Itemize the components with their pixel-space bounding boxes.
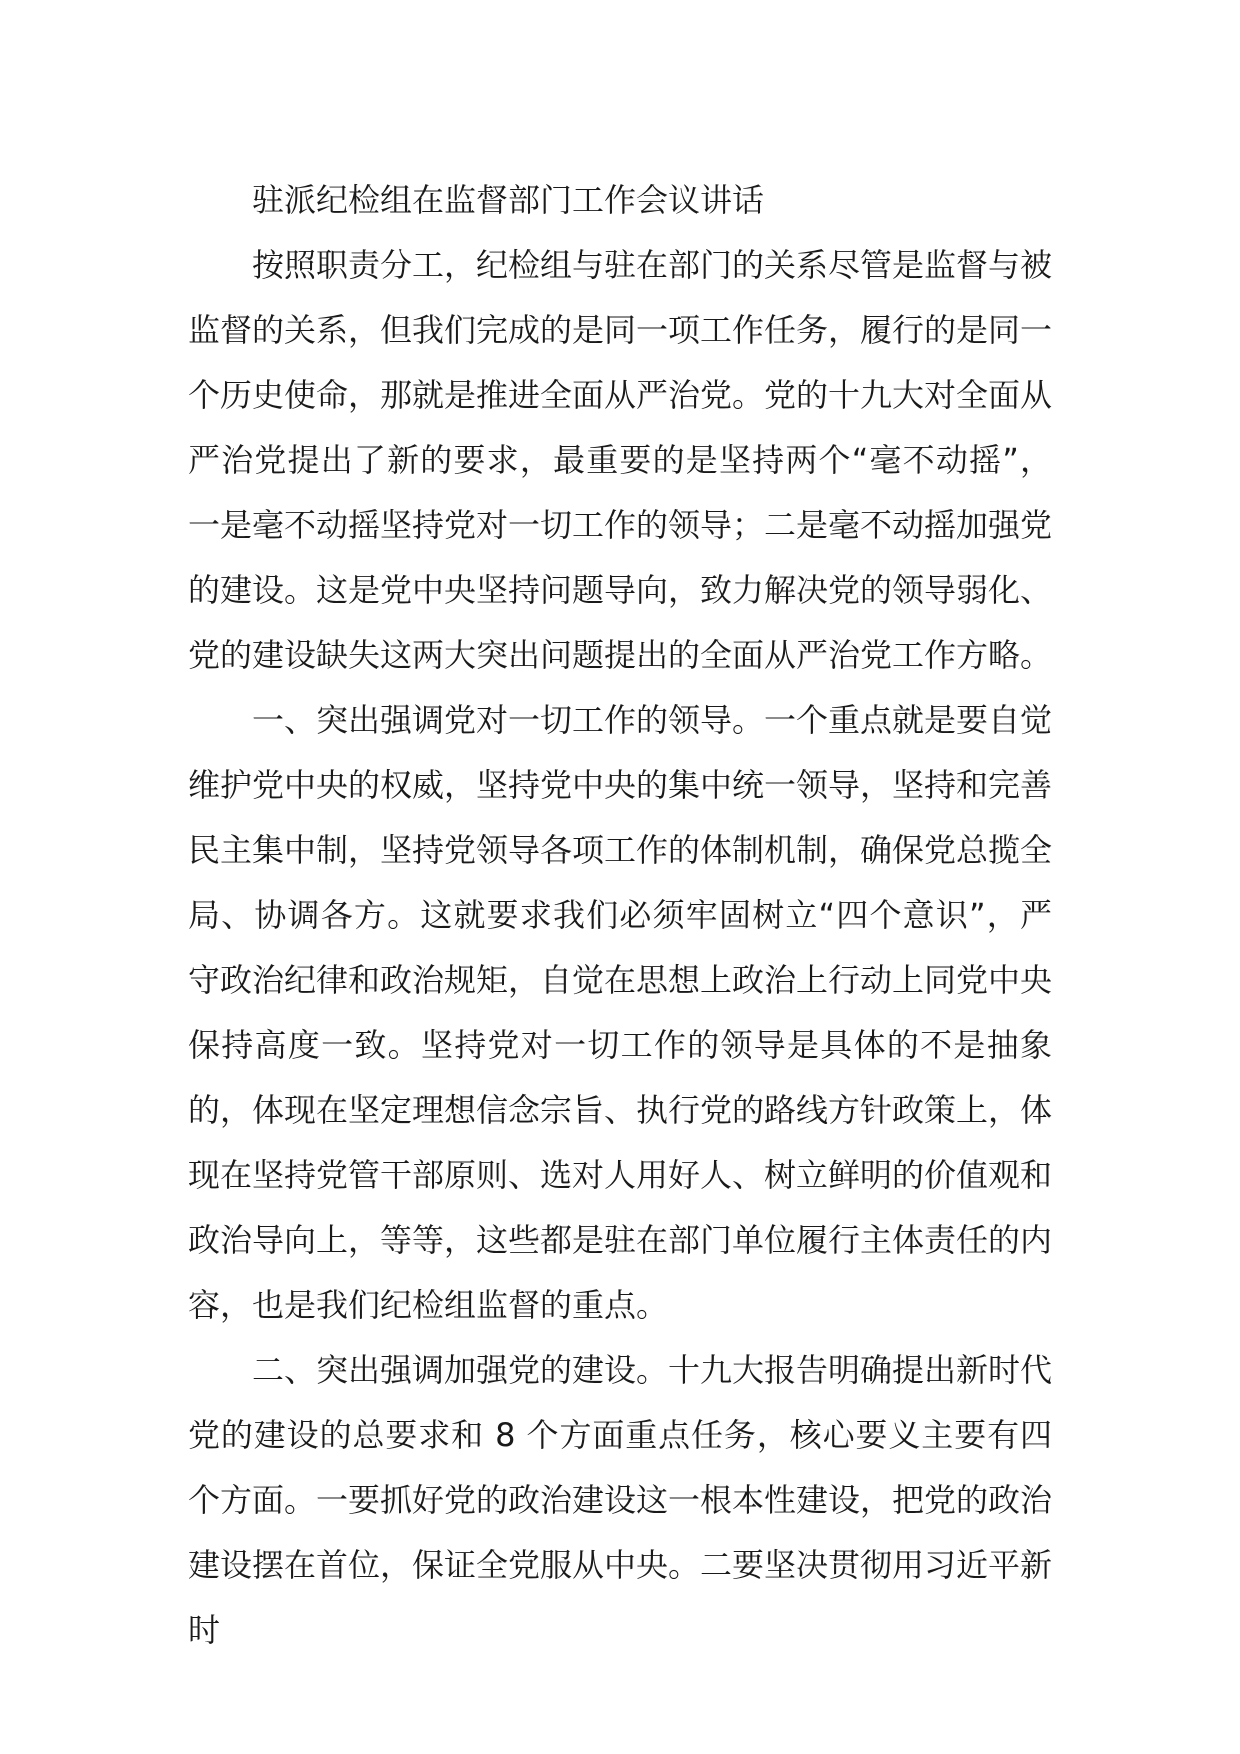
document-title: 驻派纪检组在监督部门工作会议讲话 (252, 181, 765, 219)
paragraph-section-2: 二、突出强调加强党的建设。十九大报告明确提出新时代党的建设的总要求和 8 个方面重点任务，核心要义主要有四个方面。一要抓好党的政治建设这一根本性建设，把党的政治建设摆在首位，保证全党服从中央。二要坚决贯彻用习近平新时 (188, 1351, 1053, 1649)
document-body (188, 168, 1052, 1663)
paragraph-section-1: 一、突出强调党对一切工作的领导。一个重点就是要自觉维护党中央的权威，坚持党中央的集中统一领导，坚持和完善民主集中制，坚持党领导各项工作的体制机制，确保党总揽全局、协调各方。这就要求我们必须牢固树立“四个意识”，严守政治纪律和政治规矩，自觉在思想上政治上行动上同党中央保持高度一致。坚持党对一切工作的领导是具体的不是抽象的，体现在坚定理想信念宗旨、执行党的路线方针政策上，体现在坚持党管干部原则、选对人用好人、树立鲜明的价值观和政治导向上，等等，这些都是驻在部门单位履行主体责任的内容，也是我们纪检组监督的重点。 (188, 701, 1053, 1324)
paragraph-intro: 按照职责分工，纪检组与驻在部门的关系尽管是监督与被监督的关系，但我们完成的是同一项工作任务，履行的是同一个历史使命，那就是推进全面从严治党。党的十九大对全面从严治党提出了新的要求，最重要的是坚持两个“毫不动摇”，一是毫不动摇坚持党对一切工作的领导；二是毫不动摇加强党的建设。这是党中央坚持问题导向，致力解决党的领导弱化、党的建设缺失这两大突出问题提出的全面从严治党工作方略。 (188, 246, 1053, 674)
